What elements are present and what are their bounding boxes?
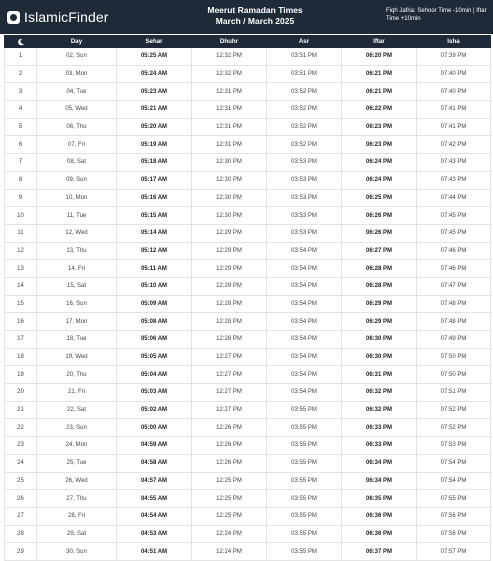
column-header-iftar: Iftar [342,36,417,48]
cell-day: 14, Fri [37,260,117,278]
cell-isha: 07:52 PM [417,401,491,419]
cell-asr: 03:54 PM [267,384,342,402]
cell-iftar: 06:25 PM [342,189,417,207]
cell-dhuhr: 12:30 PM [192,207,267,225]
cell-dhuhr: 12:26 PM [192,419,267,437]
cell-number: 6 [5,136,37,154]
cell-isha: 07:43 PM [417,171,491,189]
cell-iftar: 06:36 PM [342,507,417,525]
cell-number: 24 [5,454,37,472]
page-title [190,5,320,27]
table-row [5,83,491,101]
cell-isha: 07:56 PM [417,507,491,525]
cell-asr: 03:54 PM [267,366,342,384]
table-row [5,189,491,207]
cell-sehar: 05:20 AM [117,118,192,136]
cell-sehar: 05:11 AM [117,260,192,278]
cell-asr: 03:53 PM [267,154,342,172]
cell-sehar: 05:00 AM [117,419,192,437]
logo[interactable] [7,9,109,25]
cell-number: 10 [5,207,37,225]
column-header-day: Day [37,36,117,48]
cell-iftar: 06:30 PM [342,331,417,349]
cell-asr: 03:52 PM [267,136,342,154]
cell-asr: 03:55 PM [267,543,342,561]
cell-day: 11, Tue [37,207,117,225]
cell-day: 29, Sat [37,525,117,543]
cell-sehar: 05:21 AM [117,101,192,119]
table-row [5,472,491,490]
cell-asr: 03:53 PM [267,224,342,242]
table-row [5,101,491,119]
cell-sehar: 05:15 AM [117,207,192,225]
cell-isha: 07:43 PM [417,154,491,172]
cell-sehar: 04:58 AM [117,454,192,472]
cell-dhuhr: 12:25 PM [192,490,267,508]
cell-day: 24, Mon [37,437,117,455]
cell-isha: 07:46 PM [417,260,491,278]
cell-dhuhr: 12:29 PM [192,260,267,278]
cell-dhuhr: 12:30 PM [192,171,267,189]
cell-isha: 07:56 PM [417,525,491,543]
cell-asr: 03:51 PM [267,65,342,83]
cell-sehar: 05:24 AM [117,65,192,83]
cell-number: 7 [5,154,37,172]
cell-iftar: 06:32 PM [342,384,417,402]
cell-sehar: 05:16 AM [117,189,192,207]
cell-sehar: 04:57 AM [117,472,192,490]
cell-sehar: 04:59 AM [117,437,192,455]
cell-iftar: 06:34 PM [342,454,417,472]
cell-dhuhr: 12:32 PM [192,48,267,66]
cell-day: 16, Sun [37,295,117,313]
table-row [5,543,491,561]
cell-number: 14 [5,277,37,295]
cell-number: 1 [5,48,37,66]
cell-dhuhr: 12:29 PM [192,242,267,260]
cell-iftar: 06:30 PM [342,348,417,366]
cell-sehar: 05:25 AM [117,48,192,66]
cell-iftar: 06:21 PM [342,65,417,83]
cell-sehar: 05:10 AM [117,277,192,295]
cell-asr: 03:54 PM [267,295,342,313]
cell-asr: 03:53 PM [267,171,342,189]
cell-day: 06, Thu [37,118,117,136]
cell-number: 4 [5,101,37,119]
cell-day: 17, Mon [37,313,117,331]
page-header [0,0,493,34]
cell-dhuhr: 12:28 PM [192,313,267,331]
cell-sehar: 04:54 AM [117,507,192,525]
cell-number: 8 [5,171,37,189]
cell-number: 13 [5,260,37,278]
cell-asr: 03:55 PM [267,507,342,525]
table-row [5,295,491,313]
table-row [5,401,491,419]
cell-sehar: 05:17 AM [117,171,192,189]
cell-asr: 03:55 PM [267,401,342,419]
column-header-isha: Isha [417,36,491,48]
cell-day: 18, Tue [37,331,117,349]
cell-isha: 07:52 PM [417,419,491,437]
cell-number: 2 [5,65,37,83]
cell-iftar: 06:29 PM [342,313,417,331]
cell-iftar: 06:26 PM [342,224,417,242]
table-row [5,65,491,83]
cell-iftar: 06:20 PM [342,48,417,66]
cell-number: 17 [5,331,37,349]
cell-asr: 03:55 PM [267,454,342,472]
ramadan-timetable [4,35,491,561]
cell-isha: 07:57 PM [417,543,491,561]
cell-number: 11 [5,224,37,242]
cell-number: 23 [5,437,37,455]
cell-dhuhr: 12:27 PM [192,366,267,384]
cell-iftar: 06:26 PM [342,207,417,225]
column-header-icon [5,36,37,48]
cell-number: 26 [5,490,37,508]
cell-number: 18 [5,348,37,366]
table-row [5,366,491,384]
cell-iftar: 06:24 PM [342,171,417,189]
cell-asr: 03:52 PM [267,83,342,101]
table-row [5,48,491,66]
cell-day: 20, Thu [37,366,117,384]
cell-dhuhr: 12:27 PM [192,401,267,419]
cell-number: 9 [5,189,37,207]
cell-number: 12 [5,242,37,260]
cell-dhuhr: 12:29 PM [192,277,267,295]
cell-dhuhr: 12:24 PM [192,525,267,543]
cell-asr: 03:53 PM [267,207,342,225]
cell-iftar: 06:21 PM [342,83,417,101]
cell-iftar: 06:24 PM [342,154,417,172]
logo-text: IslamicFinder [24,9,109,25]
cell-day: 21, Fri [37,384,117,402]
cell-sehar: 04:55 AM [117,490,192,508]
cell-sehar: 05:06 AM [117,331,192,349]
cell-dhuhr: 12:25 PM [192,507,267,525]
cell-number: 15 [5,295,37,313]
cell-isha: 07:50 PM [417,366,491,384]
cell-number: 5 [5,118,37,136]
cell-isha: 07:49 PM [417,331,491,349]
table-row [5,454,491,472]
cell-day: 22, Sat [37,401,117,419]
cell-iftar: 06:31 PM [342,366,417,384]
cell-sehar: 04:53 AM [117,525,192,543]
cell-dhuhr: 12:27 PM [192,348,267,366]
title-city: Meerut Ramadan Times [207,5,303,15]
cell-iftar: 06:23 PM [342,118,417,136]
moon-icon [17,38,25,46]
cell-isha: 07:55 PM [417,490,491,508]
cell-day: 15, Sat [37,277,117,295]
cell-iftar: 06:29 PM [342,295,417,313]
cell-number: 27 [5,507,37,525]
cell-asr: 03:55 PM [267,525,342,543]
cell-day: 04, Tue [37,83,117,101]
cell-day: 10, Mon [37,189,117,207]
cell-dhuhr: 12:28 PM [192,331,267,349]
cell-asr: 03:53 PM [267,189,342,207]
cell-dhuhr: 12:31 PM [192,101,267,119]
fiqh-note: Fiqh Jafria: Sehoor Time -10min | Iftar Time +10min [386,8,487,22]
cell-isha: 07:48 PM [417,295,491,313]
cell-asr: 03:55 PM [267,419,342,437]
column-header-sehar: Sehar [117,36,192,48]
table-row [5,207,491,225]
cell-isha: 07:54 PM [417,472,491,490]
cell-sehar: 05:04 AM [117,366,192,384]
cell-number: 22 [5,419,37,437]
cell-isha: 07:41 PM [417,101,491,119]
cell-iftar: 06:32 PM [342,401,417,419]
cell-dhuhr: 12:30 PM [192,189,267,207]
cell-day: 13, Thu [37,242,117,260]
cell-sehar: 05:18 AM [117,154,192,172]
cell-isha: 07:41 PM [417,118,491,136]
cell-asr: 03:55 PM [267,490,342,508]
cell-asr: 03:54 PM [267,260,342,278]
table-row [5,313,491,331]
cell-dhuhr: 12:26 PM [192,437,267,455]
cell-iftar: 06:28 PM [342,260,417,278]
cell-asr: 03:52 PM [267,101,342,119]
cell-number: 3 [5,83,37,101]
cell-day: 08, Sat [37,154,117,172]
cell-dhuhr: 12:26 PM [192,454,267,472]
cell-sehar: 05:19 AM [117,136,192,154]
cell-isha: 07:47 PM [417,277,491,295]
table-row [5,437,491,455]
cell-number: 28 [5,525,37,543]
table-row [5,419,491,437]
column-header-asr: Asr [267,36,342,48]
cell-isha: 07:39 PM [417,48,491,66]
cell-iftar: 06:23 PM [342,136,417,154]
cell-iftar: 06:33 PM [342,437,417,455]
cell-iftar: 06:37 PM [342,543,417,561]
cell-asr: 03:54 PM [267,242,342,260]
cell-sehar: 05:03 AM [117,384,192,402]
cell-dhuhr: 12:28 PM [192,295,267,313]
cell-isha: 07:40 PM [417,83,491,101]
cell-sehar: 05:05 AM [117,348,192,366]
cell-asr: 03:54 PM [267,331,342,349]
title-month: March / March 2025 [215,16,295,26]
table-row [5,525,491,543]
timetable-body [5,48,491,561]
cell-asr: 03:51 PM [267,48,342,66]
cell-dhuhr: 12:29 PM [192,224,267,242]
cell-dhuhr: 12:24 PM [192,543,267,561]
table-row [5,348,491,366]
cell-sehar: 05:09 AM [117,295,192,313]
cell-asr: 03:55 PM [267,472,342,490]
table-row [5,171,491,189]
cell-day: 05, Wed [37,101,117,119]
table-row [5,118,491,136]
cell-iftar: 06:35 PM [342,490,417,508]
cell-day: 26, Wed [37,472,117,490]
table-header-row [5,36,491,48]
cell-isha: 07:44 PM [417,189,491,207]
cell-iftar: 06:27 PM [342,242,417,260]
cell-iftar: 06:36 PM [342,525,417,543]
table-row [5,242,491,260]
cell-sehar: 05:14 AM [117,224,192,242]
table-row [5,384,491,402]
cell-number: 21 [5,401,37,419]
table-row [5,224,491,242]
cell-sehar: 05:12 AM [117,242,192,260]
cell-number: 20 [5,384,37,402]
cell-asr: 03:54 PM [267,313,342,331]
cell-dhuhr: 12:25 PM [192,472,267,490]
cell-sehar: 05:08 AM [117,313,192,331]
cell-sehar: 05:02 AM [117,401,192,419]
cell-day: 02, Sun [37,48,117,66]
cell-dhuhr: 12:31 PM [192,83,267,101]
cell-number: 29 [5,543,37,561]
table-row [5,490,491,508]
cell-isha: 07:48 PM [417,313,491,331]
cell-number: 25 [5,472,37,490]
cell-isha: 07:40 PM [417,65,491,83]
cell-day: 27, Thu [37,490,117,508]
cell-day: 03, Mon [37,65,117,83]
table-row [5,277,491,295]
table-row [5,331,491,349]
cell-isha: 07:51 PM [417,384,491,402]
cell-day: 09, Sun [37,171,117,189]
cell-number: 16 [5,313,37,331]
cell-isha: 07:50 PM [417,348,491,366]
cell-dhuhr: 12:27 PM [192,384,267,402]
islamicfinder-logo-icon [7,11,20,24]
cell-isha: 07:46 PM [417,242,491,260]
cell-day: 30, Sun [37,543,117,561]
cell-day: 19, Wed [37,348,117,366]
cell-dhuhr: 12:32 PM [192,65,267,83]
cell-day: 28, Fri [37,507,117,525]
table-row [5,507,491,525]
cell-day: 23, Sun [37,419,117,437]
cell-sehar: 05:23 AM [117,83,192,101]
table-row [5,154,491,172]
cell-day: 12, Wed [37,224,117,242]
cell-dhuhr: 12:31 PM [192,118,267,136]
table-row [5,260,491,278]
cell-isha: 07:53 PM [417,437,491,455]
cell-isha: 07:54 PM [417,454,491,472]
cell-isha: 07:42 PM [417,136,491,154]
cell-isha: 07:45 PM [417,207,491,225]
cell-dhuhr: 12:30 PM [192,154,267,172]
cell-iftar: 06:33 PM [342,419,417,437]
table-row [5,136,491,154]
cell-day: 25, Tue [37,454,117,472]
cell-iftar: 06:22 PM [342,101,417,119]
cell-asr: 03:55 PM [267,437,342,455]
cell-iftar: 06:34 PM [342,472,417,490]
cell-isha: 07:45 PM [417,224,491,242]
cell-asr: 03:54 PM [267,348,342,366]
cell-iftar: 06:28 PM [342,277,417,295]
cell-sehar: 04:51 AM [117,543,192,561]
cell-number: 19 [5,366,37,384]
column-header-dhuhr: Dhuhr [192,36,267,48]
cell-day: 07, Fri [37,136,117,154]
cell-asr: 03:54 PM [267,277,342,295]
cell-asr: 03:52 PM [267,118,342,136]
cell-dhuhr: 12:31 PM [192,136,267,154]
